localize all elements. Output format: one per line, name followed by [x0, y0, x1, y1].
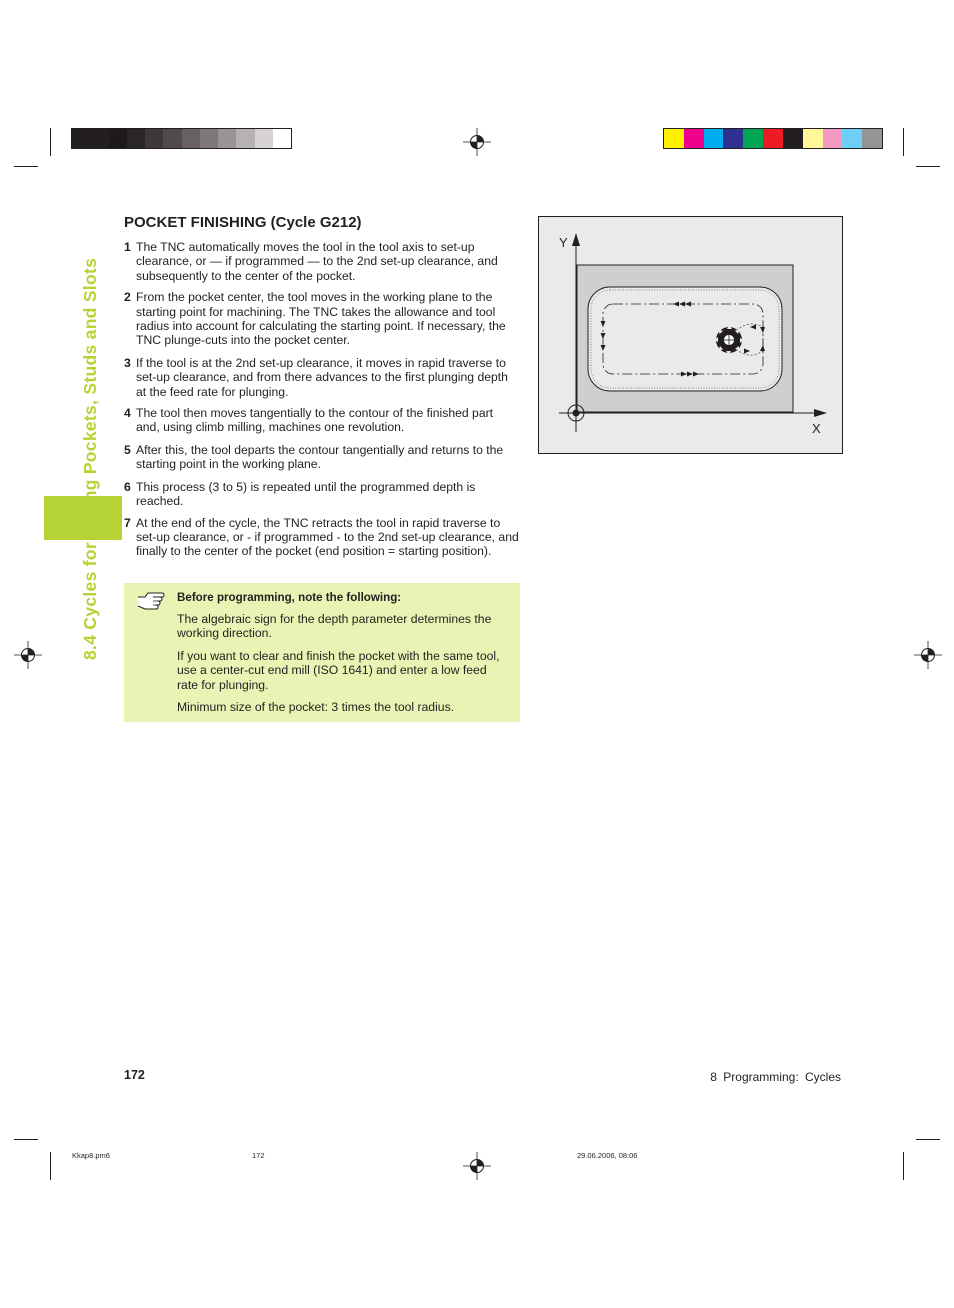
step-text: At the end of the cycle, the TNC retracts the tool in rapid traverse to set-up clearance, or - if programmed - to the 2nd set-up clearance, and finally to the center of the pocket (end position = starting position).	[136, 515, 519, 559]
color-swatch	[723, 129, 743, 148]
crop-mark	[903, 1152, 904, 1180]
crop-mark	[50, 128, 51, 156]
crop-mark	[14, 166, 38, 167]
color-swatch	[783, 129, 803, 148]
procedure-steps	[124, 240, 520, 567]
slug-datetime: 29.06.2006, 08:06	[577, 1151, 638, 1160]
note-paragraph: If you want to clear and finish the pocket with the same tool, use a center-cut end mill (ISO 1641) and enter a low feed rate for plunging.	[177, 649, 500, 692]
step-item	[124, 240, 520, 283]
gray-swatch	[218, 129, 236, 148]
pointing-hand-icon	[136, 589, 166, 611]
step-text: This process (3 to 5) is repeated until the programmed depth is reached.	[136, 479, 476, 509]
step-text: The tool then moves tangentially to the contour of the finished part and, using climb milling, machines one revolution.	[136, 406, 494, 435]
gray-swatch	[145, 129, 163, 148]
step-number: 3	[124, 355, 131, 370]
color-swatch	[842, 129, 862, 148]
crop-mark	[916, 166, 940, 167]
step-text: The TNC automatically moves the tool in the tool axis to set-up clearance, or — if programmed — to the 2nd set-up clearance, and subsequently to the center of the pocket.	[136, 240, 498, 283]
slug-filename: Kkap8.pm6	[72, 1151, 110, 1160]
step-number: 7	[124, 515, 131, 530]
gray-swatch	[72, 129, 90, 148]
color-swatch	[763, 129, 783, 148]
gray-registration-bar	[71, 128, 292, 149]
gray-swatch	[182, 129, 200, 148]
registration-target-icon	[463, 128, 491, 156]
step-text: From the pocket center, the tool moves in the working plane to the starting point for machining. The TNC takes the allowance and tool radius into account for calculating the starting point. If necessary, the TNC plunge-cuts into the pocket center.	[136, 290, 506, 348]
step-number: 6	[124, 479, 131, 494]
step-number: 1	[124, 240, 131, 254]
gray-swatch	[236, 129, 254, 148]
registration-target-icon	[463, 1152, 491, 1180]
diagram-drawing	[539, 217, 842, 453]
note-title: Before programming, note the following:	[177, 591, 402, 604]
milling-cutter-icon	[714, 325, 744, 355]
registration-target-icon	[14, 641, 42, 669]
step-item	[124, 516, 520, 559]
gray-swatch	[109, 129, 127, 148]
note-paragraph: Minimum size of the pocket: 3 times the tool radius.	[177, 700, 455, 714]
step-item	[124, 290, 520, 348]
step-item	[124, 356, 520, 399]
color-swatch	[823, 129, 843, 148]
step-item	[124, 480, 520, 509]
color-swatch	[664, 129, 684, 148]
crop-mark	[50, 1152, 51, 1180]
color-registration-bar	[663, 128, 883, 149]
step-item	[124, 443, 520, 472]
color-swatch	[684, 129, 704, 148]
page-number: 172	[124, 1068, 145, 1082]
step-text: If the tool is at the 2nd set-up clearance, it moves in rapid traverse to set-up clearance, and from there advances to the first plunging depth at the feed rate for plunging.	[136, 355, 508, 399]
slug-page: 172	[252, 1151, 265, 1160]
step-number: 5	[124, 442, 131, 457]
note-box	[124, 583, 520, 722]
registration-target-icon	[914, 641, 942, 669]
color-swatch	[704, 129, 724, 148]
note-paragraph: The algebraic sign for the depth parameter determines the working direction.	[177, 612, 492, 641]
gray-swatch	[273, 129, 291, 148]
section-heading: POCKET FINISHING (Cycle G212)	[124, 214, 362, 231]
gray-swatch	[255, 129, 273, 148]
crop-mark	[903, 128, 904, 156]
step-number: 4	[124, 406, 131, 421]
chapter-footer: 8 Programming: Cycles	[710, 1070, 841, 1084]
section-title-text: 8.4 Cycles for Milling Pockets, Studs and Slots	[80, 257, 100, 660]
gray-swatch	[200, 129, 218, 148]
color-swatch	[743, 129, 763, 148]
color-swatch	[862, 129, 882, 148]
gray-swatch	[90, 129, 108, 148]
gray-swatch	[127, 129, 145, 148]
pocket-finishing-diagram	[538, 216, 843, 454]
crop-mark	[14, 1139, 38, 1140]
crop-mark	[916, 1139, 940, 1140]
color-swatch	[803, 129, 823, 148]
gray-swatch	[163, 129, 181, 148]
step-text: After this, the tool departs the contour tangentially and returns to the starting point in the working plane.	[136, 442, 504, 472]
y-axis-label: Y	[559, 235, 568, 250]
x-axis-label: X	[812, 421, 821, 436]
step-item	[124, 406, 520, 435]
step-number: 2	[124, 290, 131, 305]
